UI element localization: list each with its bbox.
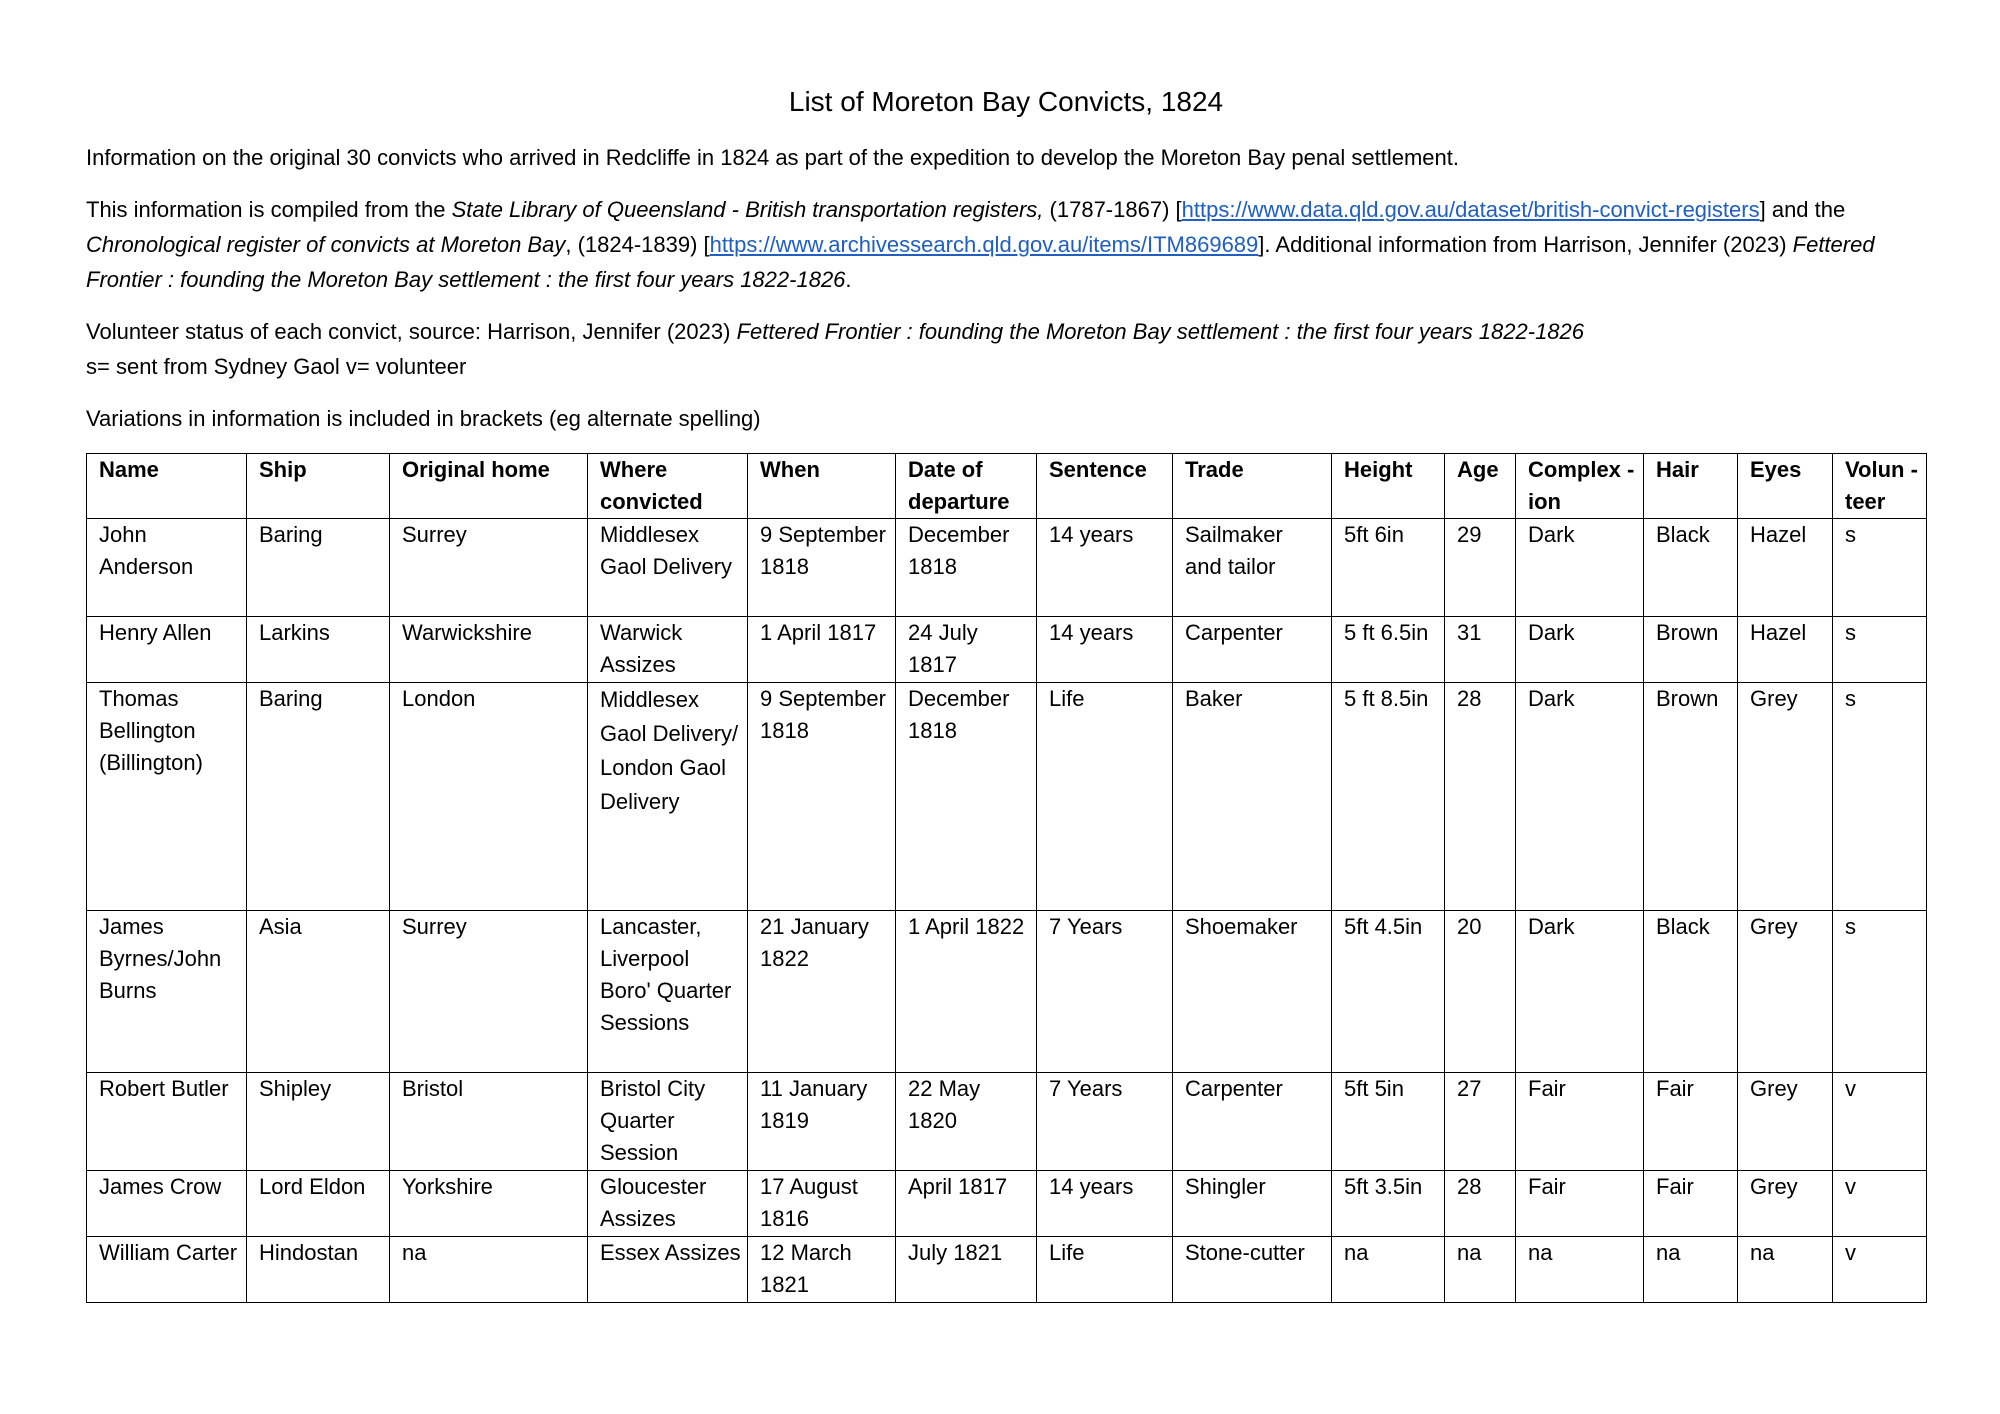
cell-eyes: na — [1738, 1237, 1833, 1303]
col-header-age: Age — [1445, 454, 1516, 519]
cell-where-convicted: Middlesex Gaol Delivery — [588, 519, 748, 617]
document-title: List of Moreton Bay Convicts, 1824 — [788, 86, 1224, 117]
cell-eyes: Grey — [1738, 683, 1833, 911]
cell-complexion: na — [1516, 1237, 1644, 1303]
cell-complexion: Dark — [1516, 519, 1644, 617]
cell-ship: Baring — [247, 519, 390, 617]
cell-trade: Carpenter — [1173, 617, 1332, 683]
cell-date-of-departure: 24 July 1817 — [896, 617, 1037, 683]
cell-sentence: Life — [1037, 683, 1173, 911]
cell-ship: Lord Eldon — [247, 1171, 390, 1237]
col-header-volunteer: Volun -teer — [1833, 454, 1927, 519]
cell-when: 1 April 1817 — [748, 617, 896, 683]
cell-original-home: Bristol — [390, 1073, 588, 1171]
cell-eyes: Hazel — [1738, 617, 1833, 683]
cell-ship: Shipley — [247, 1073, 390, 1171]
link-british-convict-registers[interactable]: https://www.data.qld.gov.au/dataset/british-convict-registers — [1181, 197, 1760, 222]
cell-age: na — [1445, 1237, 1516, 1303]
cell-sentence: 14 years — [1037, 1171, 1173, 1237]
cell-age: 29 — [1445, 519, 1516, 617]
cell-complexion: Dark — [1516, 683, 1644, 911]
cell-height: na — [1332, 1237, 1445, 1303]
cell-trade: Carpenter — [1173, 1073, 1332, 1171]
col-header-where-convicted: Where convicted — [588, 454, 748, 519]
cell-eyes: Hazel — [1738, 519, 1833, 617]
document-page — [86, 86, 1926, 1303]
cell-hair: Fair — [1644, 1171, 1738, 1237]
cell-hair: Fair — [1644, 1073, 1738, 1171]
cell-complexion: Fair — [1516, 1171, 1644, 1237]
cell-name: Thomas Bellington (Billington) — [87, 683, 247, 911]
cell-height: 5ft 6in — [1332, 519, 1445, 617]
col-header-ship: Ship — [247, 454, 390, 519]
cell-ship: Hindostan — [247, 1237, 390, 1303]
col-header-hair: Hair — [1644, 454, 1738, 519]
cell-date-of-departure: July 1821 — [896, 1237, 1037, 1303]
cell-original-home: Yorkshire — [390, 1171, 588, 1237]
cell-name: James Crow — [87, 1171, 247, 1237]
link-archives-search[interactable]: https://www.archivessearch.qld.gov.au/items/ITM869689 — [709, 232, 1259, 257]
cell-height: 5 ft 8.5in — [1332, 683, 1445, 911]
cell-age: 28 — [1445, 1171, 1516, 1237]
cell-where-convicted: Gloucester Assizes — [588, 1171, 748, 1237]
table-row — [87, 1171, 1927, 1237]
source-title-chronological: Chronological register of convicts at Moreton Bay — [86, 232, 566, 257]
table-row — [87, 519, 1927, 617]
cell-name: John Anderson — [87, 519, 247, 617]
cell-eyes: Grey — [1738, 1171, 1833, 1237]
cell-original-home: na — [390, 1237, 588, 1303]
cell-date-of-departure: April 1817 — [896, 1171, 1037, 1237]
cell-height: 5 ft 6.5in — [1332, 617, 1445, 683]
cell-original-home: Surrey — [390, 911, 588, 1073]
cell-hair: Black — [1644, 911, 1738, 1073]
cell-age: 31 — [1445, 617, 1516, 683]
cell-where-convicted: Warwick Assizes — [588, 617, 748, 683]
intro-paragraph: Information on the original 30 convicts who arrived in Redcliffe in 1824 as part of the expedition to develop the Moreton Bay penal settlement. — [86, 145, 1459, 170]
cell-sentence: 7 Years — [1037, 911, 1173, 1073]
cell-height: 5ft 4.5in — [1332, 911, 1445, 1073]
cell-ship: Larkins — [247, 617, 390, 683]
table-row — [87, 683, 1927, 911]
cell-sentence: 14 years — [1037, 519, 1173, 617]
col-header-when: When — [748, 454, 896, 519]
cell-height: 5ft 5in — [1332, 1073, 1445, 1171]
cell-ship: Asia — [247, 911, 390, 1073]
cell-date-of-departure: December 1818 — [896, 683, 1037, 911]
cell-name: Henry Allen — [87, 617, 247, 683]
cell-where-convicted: Middlesex Gaol Delivery/ London Gaol Delivery — [588, 683, 748, 911]
cell-age: 27 — [1445, 1073, 1516, 1171]
col-header-date-of-departure: Date of departure — [896, 454, 1037, 519]
cell-sentence: 14 years — [1037, 617, 1173, 683]
table-row — [87, 617, 1927, 683]
convicts-table — [86, 453, 1927, 1303]
cell-eyes: Grey — [1738, 911, 1833, 1073]
table-row — [87, 1073, 1927, 1171]
cell-volunteer: s — [1833, 683, 1927, 911]
cell-volunteer: v — [1833, 1171, 1927, 1237]
cell-complexion: Dark — [1516, 617, 1644, 683]
cell-age: 28 — [1445, 683, 1516, 911]
col-header-complexion: Complex -ion — [1516, 454, 1644, 519]
col-header-eyes: Eyes — [1738, 454, 1833, 519]
cell-volunteer: v — [1833, 1073, 1927, 1171]
cell-volunteer: s — [1833, 911, 1927, 1073]
cell-when: 12 March 1821 — [748, 1237, 896, 1303]
cell-eyes: Grey — [1738, 1073, 1833, 1171]
cell-hair: Black — [1644, 519, 1738, 617]
table-header-row — [87, 454, 1927, 519]
cell-where-convicted: Lancaster, Liverpool Boro' Quarter Sessions — [588, 911, 748, 1073]
cell-trade: Stone-cutter — [1173, 1237, 1332, 1303]
cell-ship: Baring — [247, 683, 390, 911]
cell-hair: na — [1644, 1237, 1738, 1303]
cell-date-of-departure: 22 May 1820 — [896, 1073, 1037, 1171]
source-title-fettered-frontier: Fettered Frontier : founding the Moreton Bay settlement : the first four years 1822-1826 — [86, 232, 1875, 292]
cell-when: 9 September 1818 — [748, 519, 896, 617]
source-title-slq: State Library of Queensland - British transportation registers, — [451, 197, 1044, 222]
col-header-sentence: Sentence — [1037, 454, 1173, 519]
cell-name: James Byrnes/John Burns — [87, 911, 247, 1073]
cell-when: 9 September 1818 — [748, 683, 896, 911]
cell-original-home: London — [390, 683, 588, 911]
sources-paragraph: This information is compiled from the State Library of Queensland - British transportation registers, (1787-1867) [https://www.data.qld.gov.au/dataset/british-convict-registers] and the Chronological register of convicts at Moreton Bay, (1824-1839) [https://www.archivessearch.qld.gov.au/items/ITM869689]. Additional information from Harrison, Jennifer (2023) Fettered Frontier : founding the Moreton Bay settlement : the first four years 1822-1826. — [86, 197, 1875, 292]
cell-when: 21 January 1822 — [748, 911, 896, 1073]
cell-trade: Shoemaker — [1173, 911, 1332, 1073]
cell-sentence: Life — [1037, 1237, 1173, 1303]
col-header-height: Height — [1332, 454, 1445, 519]
cell-name: Robert Butler — [87, 1073, 247, 1171]
cell-trade: Shingler — [1173, 1171, 1332, 1237]
variations-note: Variations in information is included in brackets (eg alternate spelling) — [86, 406, 761, 431]
cell-when: 11 January 1819 — [748, 1073, 896, 1171]
cell-original-home: Warwickshire — [390, 617, 588, 683]
col-header-name: Name — [87, 454, 247, 519]
cell-age: 20 — [1445, 911, 1516, 1073]
cell-where-convicted: Essex Assizes — [588, 1237, 748, 1303]
cell-date-of-departure: 1 April 1822 — [896, 911, 1037, 1073]
cell-hair: Brown — [1644, 683, 1738, 911]
col-header-trade: Trade — [1173, 454, 1332, 519]
table-row — [87, 911, 1927, 1073]
cell-sentence: 7 Years — [1037, 1073, 1173, 1171]
cell-trade: Sailmaker and tailor — [1173, 519, 1332, 617]
cell-complexion: Fair — [1516, 1073, 1644, 1171]
cell-volunteer: s — [1833, 617, 1927, 683]
volunteer-source-title: Fettered Frontier : founding the Moreton Bay settlement : the first four years 1822-1826 — [736, 319, 1585, 344]
col-header-original-home: Original home — [390, 454, 588, 519]
cell-height: 5ft 3.5in — [1332, 1171, 1445, 1237]
volunteer-legend: s= sent from Sydney Gaol v= volunteer — [86, 354, 467, 379]
cell-when: 17 August 1816 — [748, 1171, 896, 1237]
cell-complexion: Dark — [1516, 911, 1644, 1073]
cell-trade: Baker — [1173, 683, 1332, 911]
cell-hair: Brown — [1644, 617, 1738, 683]
cell-where-convicted: Bristol City Quarter Session — [588, 1073, 748, 1171]
cell-original-home: Surrey — [390, 519, 588, 617]
cell-date-of-departure: December 1818 — [896, 519, 1037, 617]
cell-volunteer: s — [1833, 519, 1927, 617]
cell-name: William Carter — [87, 1237, 247, 1303]
volunteer-paragraph: Volunteer status of each convict, source: Harrison, Jennifer (2023) Fettered Frontier : founding the Moreton Bay settlement : the first four years 1822-1826 — [86, 319, 1585, 344]
cell-volunteer: v — [1833, 1237, 1927, 1303]
table-row — [87, 1237, 1927, 1303]
